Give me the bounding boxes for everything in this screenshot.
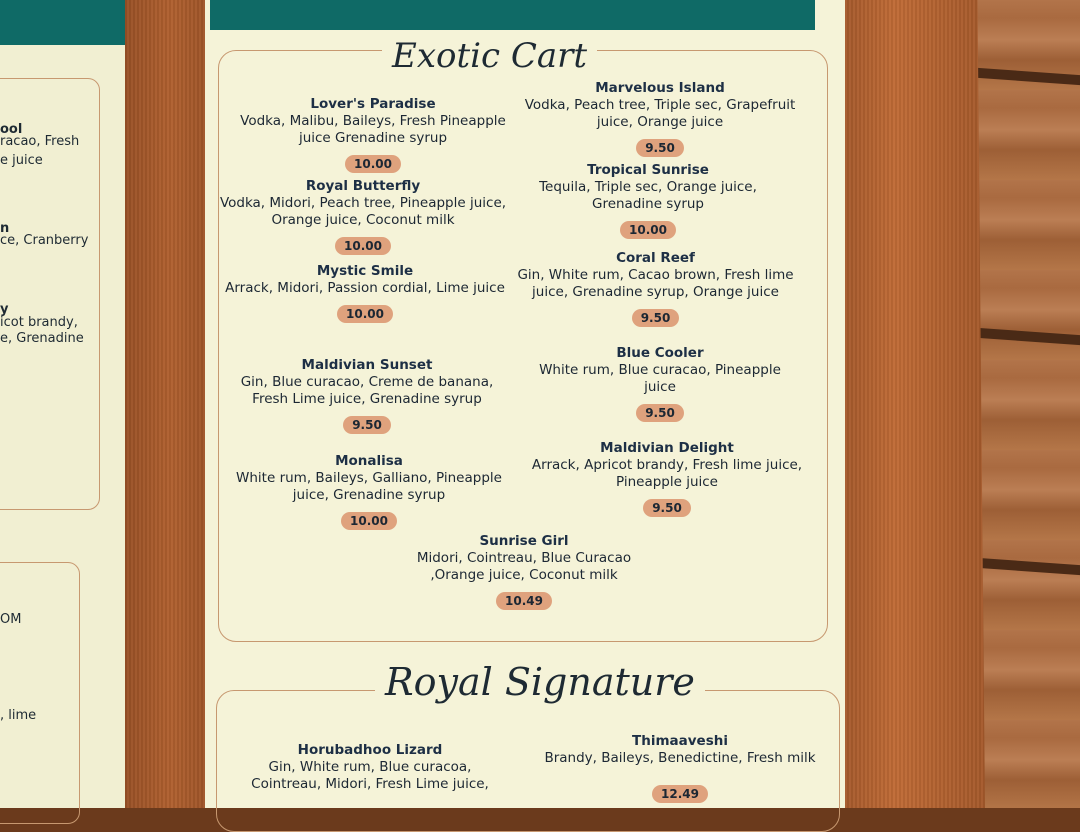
menu-cover-right	[835, 0, 985, 808]
item-name: Coral Reef	[616, 250, 695, 266]
section-title-royal-signature: Royal Signature	[375, 660, 705, 704]
price-badge: 10.00	[341, 512, 397, 530]
menu-item	[224, 453, 514, 530]
left-fragment: y	[0, 302, 9, 317]
item-name: Horubadhoo Lizard	[297, 742, 443, 758]
item-ingredients: Gin, Blue curacao, Creme de banana, Fresh Lime juice, Grenadine syrup	[240, 374, 494, 407]
menu-item	[218, 178, 508, 255]
price-badge: 9.50	[636, 404, 684, 422]
price-badge: 9.50	[643, 499, 691, 517]
menu-item	[515, 80, 805, 157]
left-fragment: icot brandy,	[0, 315, 78, 330]
item-name: Tropical Sunrise	[587, 162, 709, 178]
left-page-section-box	[0, 562, 80, 824]
left-menu-page	[0, 0, 125, 808]
item-ingredients: Brandy, Baileys, Benedictine, Fresh milk	[544, 750, 816, 766]
menu-item	[220, 263, 510, 323]
item-ingredients: White rum, Blue curacao, Pineapple juice	[539, 362, 781, 395]
menu-item	[503, 162, 793, 239]
price-badge: 12.49	[652, 785, 708, 803]
menu-item	[400, 533, 648, 610]
item-name: Maldivian Sunset	[301, 357, 433, 373]
menu-item	[222, 357, 512, 434]
item-ingredients: Tequila, Triple sec, Orange juice, Grenadine syrup	[539, 179, 757, 212]
item-name: Monalisa	[335, 453, 403, 469]
item-ingredients: White rum, Baileys, Galliano, Pineapple juice, Grenadine syrup	[236, 470, 502, 503]
item-name: Mystic Smile	[316, 263, 414, 279]
menu-item	[525, 345, 795, 422]
item-name: Maldivian Delight	[600, 440, 734, 456]
price-badge: 10.00	[345, 155, 401, 173]
menu-item	[240, 742, 500, 793]
left-fragment: e, Grenadine	[0, 331, 84, 346]
item-name: Royal Butterfly	[305, 178, 421, 194]
price-badge: 10.00	[335, 237, 391, 255]
item-ingredients: Gin, White rum, Cacao brown, Fresh lime juice, Grenadine syrup, Orange juice	[517, 267, 794, 300]
price-badge: 10.00	[337, 305, 393, 323]
price-badge: 9.50	[636, 139, 684, 157]
item-ingredients: Arrack, Midori, Passion cordial, Lime juice	[225, 280, 505, 296]
price-badge: 10.49	[496, 592, 552, 610]
item-name: Blue Cooler	[616, 345, 704, 361]
menu-item	[530, 733, 830, 803]
item-ingredients: Midori, Cointreau, Blue Curacao ,Orange juice, Coconut milk	[416, 550, 632, 583]
left-fragment: , lime	[0, 708, 37, 723]
item-ingredients: Vodka, Midori, Peach tree, Pineapple juice, Orange juice, Coconut milk	[219, 195, 507, 228]
item-name: Lover's Paradise	[310, 96, 436, 112]
item-ingredients: Vodka, Malibu, Baileys, Fresh Pineapple juice Grenadine syrup	[240, 113, 506, 146]
page-header-band	[210, 0, 815, 30]
left-fragment: ool	[0, 122, 23, 137]
item-ingredients: Gin, White rum, Blue curacoa, Cointreau, Midori, Fresh Lime juice,	[251, 759, 489, 792]
left-fragment: OM	[0, 612, 22, 627]
left-fragment: n	[0, 221, 10, 236]
price-badge: 10.00	[620, 221, 676, 239]
left-fragment: e juice	[0, 153, 43, 168]
section-title-exotic-cart: Exotic Cart	[382, 36, 597, 76]
item-name: Thimaaveshi	[632, 733, 728, 749]
menu-item	[508, 250, 803, 327]
item-name: Sunrise Girl	[479, 533, 569, 549]
left-fragment: ce, Cranberry	[0, 233, 89, 248]
left-page-header-band	[0, 0, 125, 45]
price-badge: 9.50	[632, 309, 680, 327]
price-badge: 9.50	[343, 416, 391, 434]
left-fragment: racao, Fresh	[0, 134, 80, 149]
menu-item	[522, 440, 812, 517]
item-name: Marvelous Island	[595, 80, 725, 96]
item-ingredients: Arrack, Apricot brandy, Fresh lime juice, Pineapple juice	[531, 457, 803, 490]
item-ingredients: Vodka, Peach tree, Triple sec, Grapefruit juice, Orange juice	[524, 97, 796, 130]
menu-item	[228, 96, 518, 173]
